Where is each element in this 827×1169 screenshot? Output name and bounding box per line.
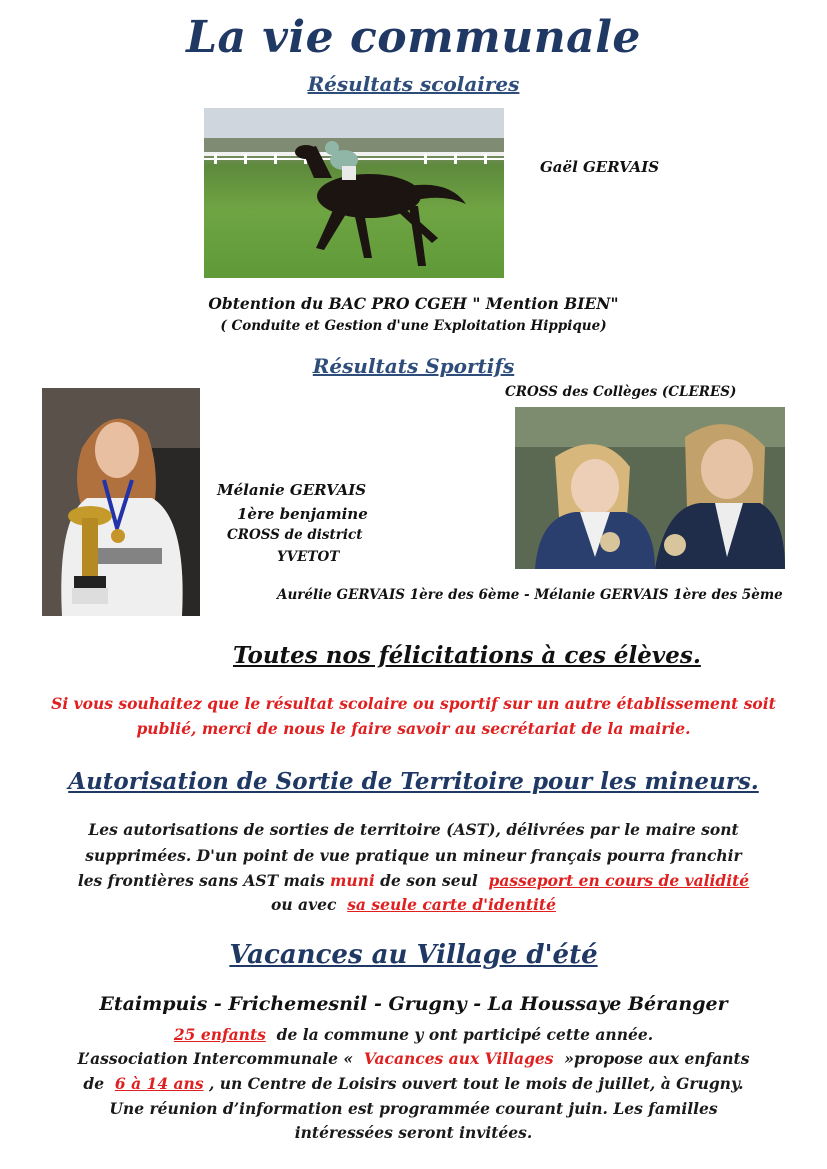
felicitations-heading: Toutes nos félicitations à ces élèves.	[233, 642, 701, 669]
vacances-line-2-end: »propose aux enfants	[553, 1049, 750, 1068]
vacances-association-name: Vacances aux Villages	[363, 1049, 554, 1068]
page-title: La vie communale	[186, 12, 641, 63]
vacances-line-3-end: , un Centre de Loisirs ouvert tout le mois de juillet, à Grugny.	[203, 1074, 744, 1093]
section-scolaires-heading	[0, 72, 827, 96]
ast-passeport: passeport en cours de validité	[488, 871, 750, 890]
vacances-communes: Etaimpuis - Frichemesnil - Grugny - La Houssaye Béranger	[99, 993, 728, 1015]
ast-muni: muni	[329, 871, 375, 890]
vacances-line-3	[0, 1074, 827, 1093]
melanie-rank: 1ère benjamine	[237, 505, 368, 523]
vacances-ages: 6 à 14 ans	[114, 1074, 204, 1093]
scolaires-heading: Résultats scolaires	[307, 72, 520, 96]
two-girls-medals-photo	[515, 407, 785, 569]
vacances-enfants-count: 25 enfants	[173, 1025, 266, 1044]
vacances-heading: Vacances au Village d'été	[229, 940, 598, 970]
diploma-line: Obtention du BAC PRO CGEH " Mention BIEN"	[208, 294, 619, 313]
melanie-event: CROSS de district	[227, 527, 363, 543]
notice-line-2: publié, merci de nous le faire savoir au secrétariat de la mairie.	[136, 719, 691, 738]
ast-line-2: supprimées. D'un point de vue pratique un mineur français pourra franchir	[85, 846, 742, 865]
ast-line-4-start: ou avec	[271, 895, 348, 914]
gael-name: Gaël GERVAIS	[540, 158, 660, 176]
section-sportifs-heading	[0, 354, 827, 378]
vacances-line-4: Une réunion d’information est programmée courant juin. Les familles	[109, 1099, 718, 1118]
vacances-line-5: intéressées seront invitées.	[294, 1123, 533, 1142]
vacances-line-3-start: de	[83, 1074, 115, 1093]
melanie-place: YVETOT	[277, 549, 340, 565]
sportifs-heading: Résultats Sportifs	[312, 354, 515, 378]
duo-caption: Aurélie GERVAIS 1ère des 6ème - Mélanie GERVAIS 1ère des 5ème	[277, 587, 783, 603]
melanie-name: Mélanie GERVAIS	[217, 481, 367, 499]
two-girls-illustration	[515, 407, 785, 569]
cross-colleges-label: CROSS des Collèges (CLERES)	[505, 384, 737, 400]
ast-line-3-mid: de son seul	[374, 871, 489, 890]
diploma-detail: ( Conduite et Gestion d'une Exploitation Hippique)	[220, 318, 607, 334]
girl-with-trophy-illustration	[42, 388, 200, 616]
vacances-line-2-start: L’association Intercommunale «	[77, 1049, 364, 1068]
vacances-line-1	[0, 1025, 827, 1044]
ast-carte-identite: sa seule carte d'identité	[347, 895, 556, 914]
vacances-line-2	[0, 1049, 827, 1068]
ast-line-3-start: les frontières sans AST mais	[77, 871, 330, 890]
horse-race-photo	[204, 108, 504, 278]
melanie-trophy-photo	[42, 388, 200, 616]
vacances-line-1-rest: de la commune y ont participé cette année.	[265, 1025, 654, 1044]
ast-line-3	[0, 871, 827, 890]
ast-line-4	[0, 895, 827, 914]
horse-rider-illustration	[204, 108, 504, 278]
ast-heading: Autorisation de Sortie de Territoire pour les mineurs.	[68, 768, 759, 795]
notice-line-1: Si vous souhaitez que le résultat scolaire ou sportif sur un autre établissement soit	[51, 694, 776, 713]
ast-line-1: Les autorisations de sorties de territoire (AST), délivrées par le maire sont	[88, 820, 739, 839]
